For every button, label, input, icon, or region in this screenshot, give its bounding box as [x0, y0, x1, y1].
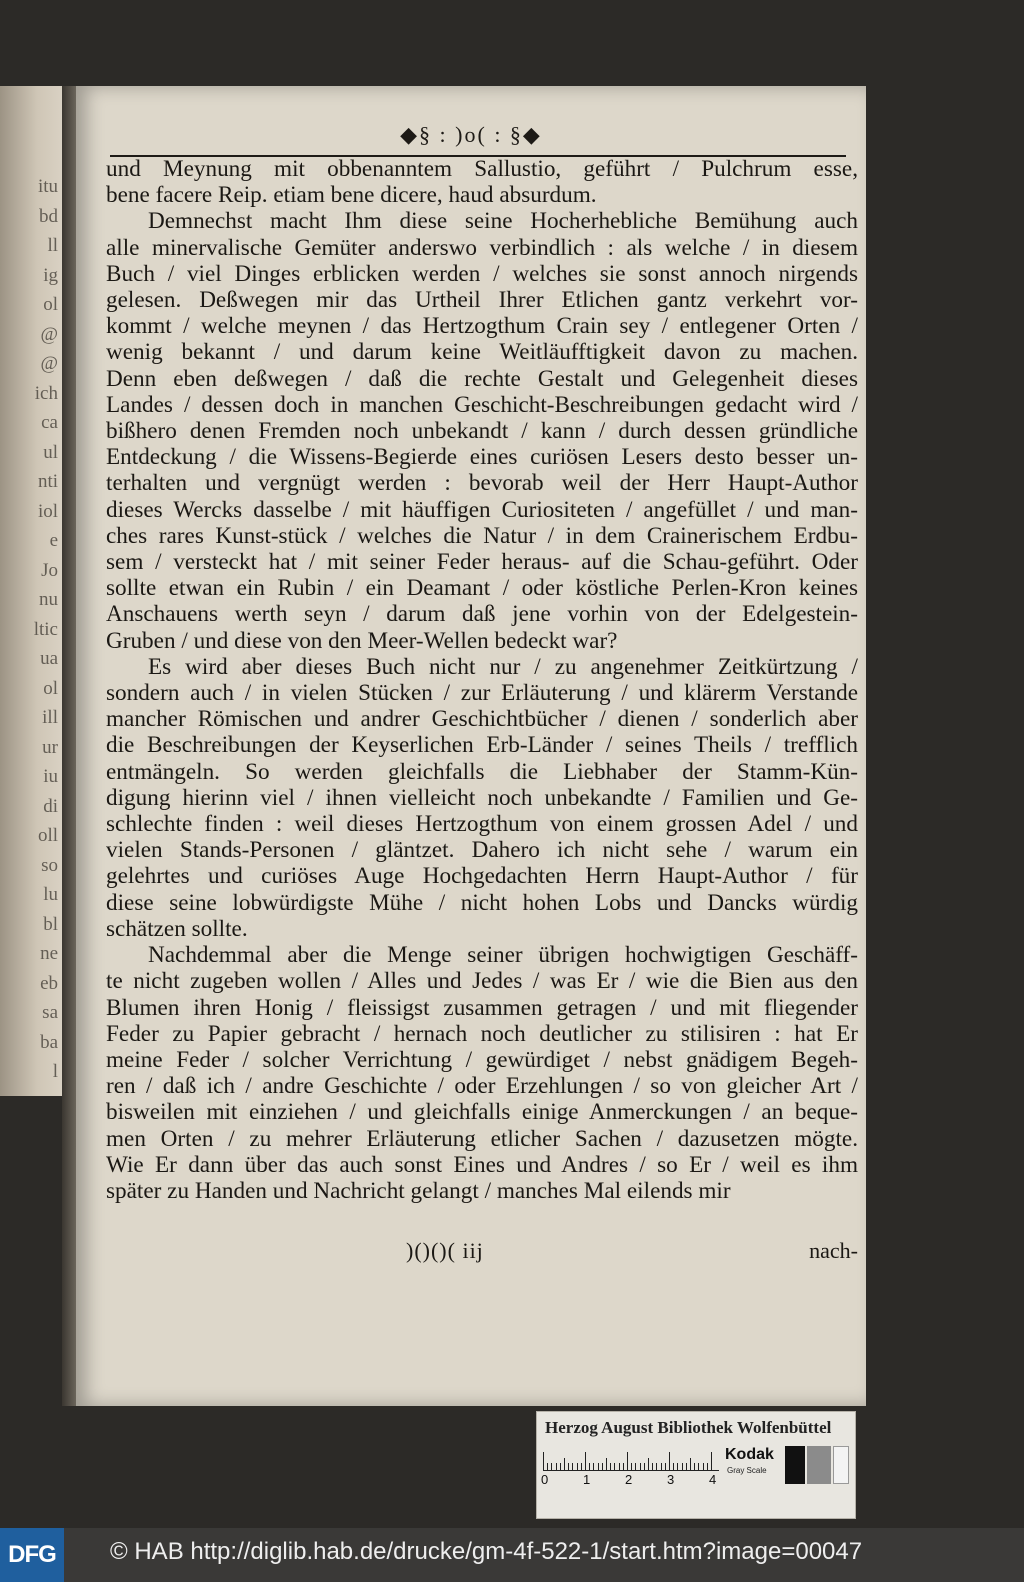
text-line: Blumen ihren Honig / fleissigst zusammen getragen / und mit fliegender: [106, 994, 858, 1021]
ruler-number: 4: [709, 1472, 717, 1487]
facing-page-fragment: iu: [43, 766, 58, 787]
ruler-tick: [614, 1463, 615, 1470]
gray-swatch: [807, 1446, 831, 1484]
ruler-tick: [631, 1463, 632, 1470]
ruler-tick: [606, 1458, 607, 1470]
text-line: ches rares Kunst-stück / welches die Natur / in dem Crainerischem Erdbu-: [106, 522, 858, 549]
text-line: ren / daß ich / andre Geschichte / oder Erzehlungen / so von gleicher Art /: [106, 1073, 858, 1100]
text-line: diese seine lobwürdigste Mühe / nicht hohen Lobs und Dancks würdig: [106, 889, 858, 916]
facing-page-fragment: ba: [40, 1031, 58, 1053]
ruler-tick: [564, 1458, 565, 1470]
ruler-tick: [640, 1463, 641, 1470]
text-line: gelehrtes und curiöses Auge Hochgedachten Herrn Haupt-Author / für: [106, 863, 858, 890]
ruler-tick: [556, 1463, 557, 1470]
text-line: Demnechst macht Ihm diese seine Hocherhebliche Bemühung auch: [148, 208, 858, 235]
facing-page-fragment: oll: [37, 825, 58, 846]
ruler-tick: [589, 1463, 590, 1470]
ruler-tick: [707, 1463, 708, 1470]
black-swatch: [785, 1446, 805, 1484]
ruler-tick: [682, 1463, 683, 1470]
ruler-tick: [543, 1452, 544, 1470]
facing-page-fragment: ua: [40, 648, 58, 669]
catchword: nach-: [809, 1238, 858, 1263]
ruler-tick: [698, 1463, 699, 1470]
text-line: Anschauens werth seyn / darum daß jene vorhin von der Edelgestein-: [106, 601, 858, 628]
text-line: bene facere Reip. etiam bene dicere, haud absurdum.: [106, 182, 597, 209]
facing-page-fragment: ich: [34, 382, 58, 404]
ruler-tick: [669, 1452, 670, 1470]
ruler-tick: [673, 1463, 674, 1470]
facing-page-fragment: l: [52, 1061, 58, 1082]
ruler-tick: [547, 1463, 548, 1470]
kodak-logo: Kodak: [725, 1446, 774, 1463]
ruler-tick: [690, 1458, 691, 1470]
ruler-tick: [686, 1463, 687, 1470]
facing-page-fragment: ig: [43, 264, 58, 286]
text-line: Es wird aber dieses Buch nicht nur / zu angenehmer Zeitkürtzung /: [148, 653, 858, 680]
gray-scale-caption: Gray Scale: [727, 1466, 767, 1475]
ruler-tick: [551, 1463, 552, 1470]
text-line: bißhero denen Fremden noch unbekandt / kann / durch dessen gründliche: [106, 418, 858, 445]
facing-page-fragment: ul: [43, 441, 58, 463]
text-line: Nachdemmal aber die Menge seiner übrigen hochwigtigen Geschäff-: [148, 942, 858, 969]
facing-page-fragment: lu: [43, 884, 58, 905]
text-line: Denn eben deßwegen / daß die rechte Gestalt und Gelegenheit dieses: [106, 365, 858, 392]
dfg-logo: DFG: [0, 1528, 64, 1582]
text-line: sondern auch / in vielen Stücken / zur Erläuterung / und klärerm Verstande: [106, 680, 858, 707]
ruler-tick: [703, 1463, 704, 1470]
text-line: sollte etwan ein Rubin / ein Deamant / oder köstliche Perlen-Kron keines: [106, 575, 858, 602]
ruler-tick: [711, 1452, 712, 1470]
ruler-tick: [577, 1463, 578, 1470]
ruler-number: 3: [667, 1472, 675, 1487]
ruler-tick: [627, 1452, 628, 1470]
source-credit-link[interactable]: © HAB http://diglib.hab.de/drucke/gm-4f-522-1/start.htm?image=00047: [110, 1538, 863, 1565]
text-line: dieses Wercks dasselbe / mit häuffigen Curiositeten / angefüllet / und man-: [106, 496, 858, 523]
text-line: später zu Handen und Nachricht gelangt / manches Mal eilends mir: [106, 1177, 731, 1204]
ruler-number: 2: [625, 1472, 633, 1487]
viewer-footer: [0, 1528, 1024, 1582]
text-line: vielen Stands-Personen / gläntzet. Dahero ich nicht sehe / warum ein: [106, 837, 858, 864]
text-line: mancher Römischen und andrer Geschichtbücher / dienen / sonderlich aber: [106, 706, 858, 733]
ruler-tick: [665, 1463, 666, 1470]
facing-page-fragment: ne: [40, 943, 58, 964]
text-line: men Orten / zu mehrer Erläuterung etlicher Sachen / dazusetzen mögte.: [106, 1125, 858, 1152]
facing-page-fragment: nu: [39, 589, 58, 610]
text-line: digung hierinn viel / ihnen vielleicht noch unbekandte / Familien und Ge-: [106, 784, 858, 811]
ruler-tick: [602, 1463, 603, 1470]
ruler-tick: [652, 1463, 653, 1470]
ruler-tick: [648, 1458, 649, 1470]
text-line: gelesen. Deßwegen mir das Urtheil Ihrer Etlichen gantz verkehrt vor-: [106, 287, 858, 314]
facing-page-fragment: e: [49, 530, 58, 551]
facing-page-fragment: ill: [42, 707, 58, 728]
facing-page-edge: [0, 86, 64, 1096]
ruler-tick: [585, 1452, 586, 1470]
text-line: kommt / welche meynen / das Hertzogthum Crain sey / entlegener Orten /: [106, 313, 858, 340]
text-line: Gruben / und diese von den Meer-Wellen bedeckt war?: [106, 627, 618, 654]
book-page: [76, 86, 866, 1406]
facing-page-fragment: ltic: [33, 618, 58, 640]
ruler-tick: [656, 1463, 657, 1470]
ruler-tick: [635, 1463, 636, 1470]
text-line: entmängeln. So werden gleichfalls die Liebhaber der Stamm-Kün-: [106, 758, 858, 785]
facing-page-fragment: iol: [37, 500, 58, 522]
cm-ruler: [543, 1450, 719, 1471]
signature-mark: )()()( iij: [406, 1238, 484, 1263]
ruler-tick: [694, 1463, 695, 1470]
text-line: Wie Er dann über das auch sonst Eines und Andres / so Er / weil es ihm: [106, 1151, 858, 1178]
text-line: schätzen sollte.: [106, 915, 248, 942]
text-line: bisweilen mit einziehen / und gleichfalls einige Anmerckungen / an beque-: [106, 1099, 858, 1126]
facing-page-fragment: bl: [43, 913, 58, 935]
text-line: alle minervalische Gemüter anderswo verbindlich : als welche / in diesem: [106, 234, 858, 261]
page-header-ornament: ◆§ : )o( : §◆: [400, 122, 542, 147]
ruler-tick: [619, 1463, 620, 1470]
facing-page-fragment: ur: [42, 736, 58, 758]
facing-page-fragment: @: [40, 323, 58, 345]
facing-page-fragment: ll: [47, 235, 58, 256]
page-foot: [106, 1238, 858, 1268]
ruler-tick: [581, 1463, 582, 1470]
ruler-tick: [593, 1463, 594, 1470]
text-line: meine Feder / solcher Verrichtung / gewürdiget / nebst gnädigem Begeh-: [106, 1046, 858, 1073]
library-color-target: [536, 1411, 856, 1519]
ruler-tick: [560, 1463, 561, 1470]
facing-page-fragment: ca: [41, 412, 58, 433]
text-line: Buch / viel Dinges erblicken werden / welches sie sonst annoch nirgends: [106, 260, 858, 287]
ruler-tick: [568, 1463, 569, 1470]
text-line: Entdeckung / die Wissens-Begierde eines curiösen Lesers desto besser un-: [106, 444, 858, 471]
text-line: Feder zu Papier gebracht / hernach noch deutlicher zu stilisiren : hat Er: [106, 1020, 858, 1047]
ruler-tick: [610, 1463, 611, 1470]
text-line: wenig bekannt / und darum keine Weitläufftigkeit davon zu machen.: [106, 339, 858, 366]
text-line: die Beschreibungen der Keyserlichen Erb-Länder / seines Theils / trefflich: [106, 732, 858, 759]
facing-page-fragment: so: [41, 854, 58, 876]
text-line: sem / versteckt hat / mit seiner Feder heraus- auf die Schau-geführt. Oder: [106, 549, 858, 576]
ruler-tick: [677, 1463, 678, 1470]
ruler-tick: [598, 1463, 599, 1470]
ruler-number: 1: [583, 1472, 591, 1487]
facing-page-fragment: ol: [43, 294, 58, 315]
text-line: Landes / dessen doch in manchen Geschicht-Beschreibungen gedacht wird /: [106, 391, 858, 418]
facing-page-fragment: sa: [42, 1002, 58, 1023]
ruler-tick: [661, 1463, 662, 1470]
text-line: schlechte finden : weil dieses Hertzogthum von einem grossen Adel / und: [106, 811, 858, 838]
white-swatch: [833, 1446, 849, 1484]
facing-page-fragment: itu: [37, 176, 58, 197]
ruler-number: 0: [541, 1472, 549, 1487]
ruler-tick: [644, 1463, 645, 1470]
book-gutter: [62, 86, 76, 1406]
facing-page-fragment: @: [40, 353, 58, 374]
ruler-tick: [623, 1463, 624, 1470]
library-name: Herzog August Bibliothek Wolfenbüttel: [545, 1418, 832, 1437]
facing-page-fragment: bd: [39, 205, 58, 227]
facing-page-fragment: nti: [37, 471, 58, 492]
ruler-tick: [572, 1463, 573, 1470]
page-body-text: [106, 156, 858, 1204]
facing-page-fragment: ol: [43, 677, 58, 699]
facing-page-fragment: eb: [40, 972, 58, 994]
facing-page-fragment: Jo: [41, 559, 58, 581]
text-line: und Meynung mit obbenanntem Sallustio, geführt / Pulchrum esse,: [106, 156, 858, 182]
text-line: te nicht zugeben wollen / Alles und Jedes / was Er / wie die Bien aus den: [106, 968, 858, 995]
facing-page-fragment: di: [43, 795, 58, 817]
text-line: terhalten und vergnügt werden : bevorab weil der Herr Haupt-Author: [106, 470, 858, 497]
